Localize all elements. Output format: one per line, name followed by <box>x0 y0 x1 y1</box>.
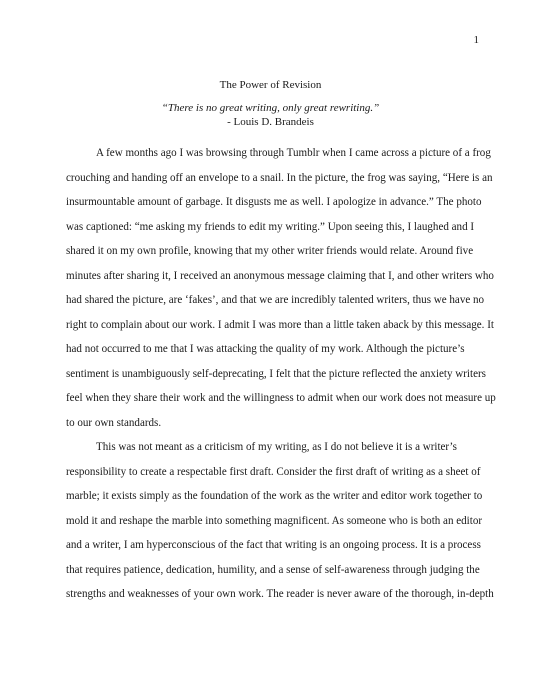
text-line: and a writer, I am hyperconscious of the fact that writing is an ongoing process. It is a process <box>66 539 481 551</box>
text-line: insurmountable amount of garbage. It disgusts me as well. I apologize in advance.” The photo <box>66 196 482 208</box>
paragraph <box>66 141 496 435</box>
text-line: responsibility to create a respectable first draft. Consider the first draft of writing as a sheet of <box>66 465 481 478</box>
text-line: to our own standards. <box>66 416 162 429</box>
epigraph-quote: “There is no great writing, only great rewriting.” <box>161 102 380 114</box>
text-line: had shared the picture, are ‘fakes’, and that we are incredibly talented writers, thus we have no <box>66 294 485 306</box>
text-line: marble; it exists simply as the foundation of the work as the writer and editor work together to <box>66 490 483 502</box>
epigraph-author: - Louis D. Brandeis <box>227 116 314 128</box>
body-text <box>66 141 496 607</box>
text-line: shared it on my own profile, knowing that my other writer friends would relate. Around five <box>66 245 474 257</box>
text-line: mold it and reshape the marble into something magnificent. As someone who is both an editor <box>66 514 483 527</box>
epigraph <box>0 101 541 129</box>
text-line: feel when they share their work and the willingness to admit when our work does not measure up <box>66 392 496 404</box>
page-number: 1 <box>473 34 479 46</box>
paragraph <box>66 435 494 607</box>
text-line: crouching and handing off an envelope to a snail. In the picture, the frog was saying, “Here is an <box>66 171 493 184</box>
text-line: sentiment is unambiguously self-deprecating, I felt that the picture reflected the anxiety writers <box>66 367 486 380</box>
text-line: was captioned: “me asking my friends to edit my writing.” Upon seeing this, I laughed and I <box>66 220 475 233</box>
page-title: The Power of Revision <box>219 79 322 91</box>
text-line: that requires patience, dedication, humility, and a sense of self-awareness through judging the <box>66 563 480 576</box>
text-line: had not occurred to me that I was attacking the quality of my work. Although the picture’s <box>66 343 465 355</box>
text-line: strengths and weaknesses of your own work. The reader is never aware of the thorough, in-depth <box>66 588 494 600</box>
text-line: A few months ago I was browsing through Tumblr when I came across a picture of a frog <box>96 147 491 159</box>
text-line: right to complain about our work. I admit I was more than a little taken aback by this message. It <box>66 318 494 331</box>
text-line: This was not meant as a criticism of my writing, as I do not believe it is a writer’s <box>96 441 457 453</box>
text-line: minutes after sharing it, I received an anonymous message claiming that I, and other writers who <box>66 269 494 282</box>
